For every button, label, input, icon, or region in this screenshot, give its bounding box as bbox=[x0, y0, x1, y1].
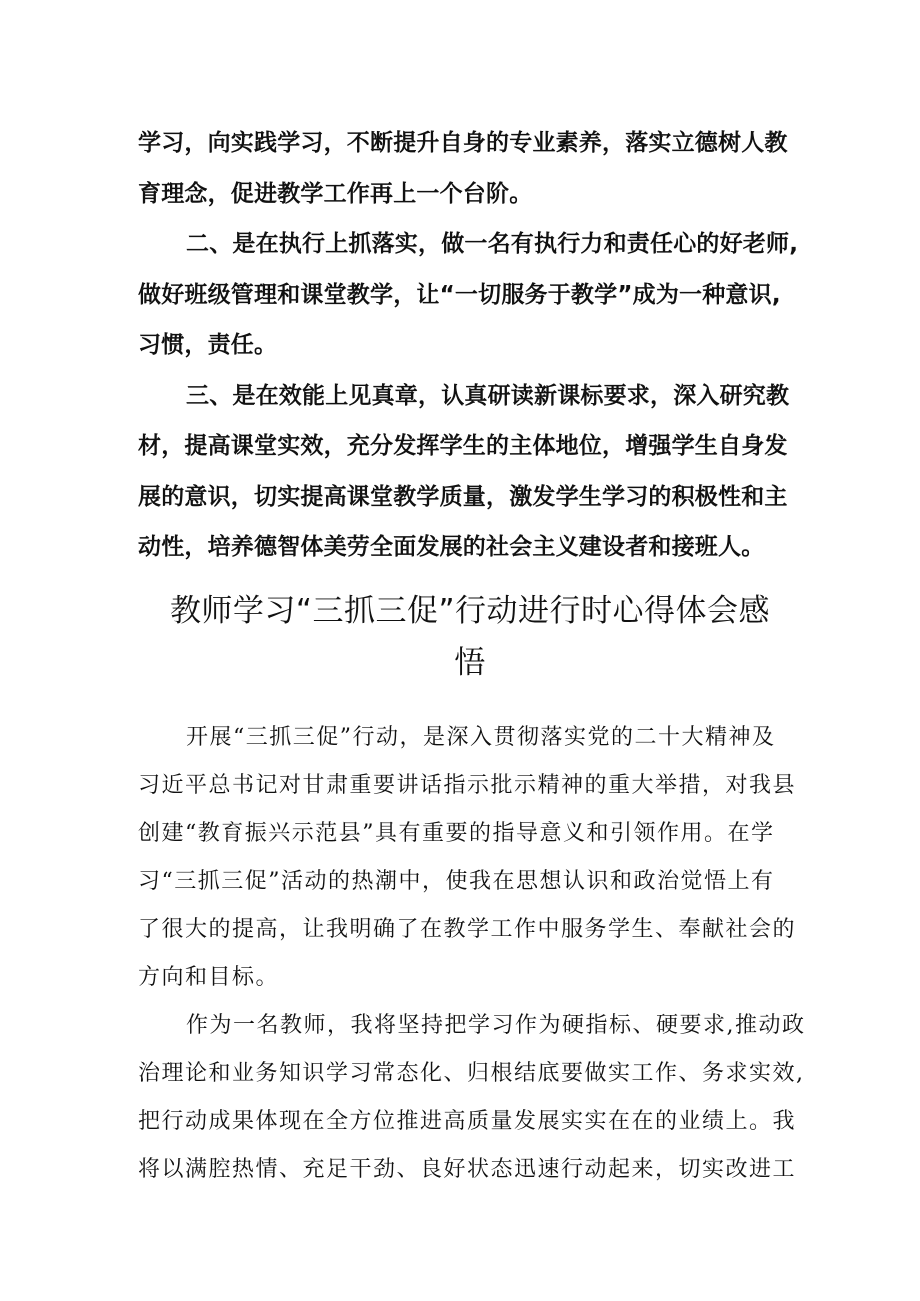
text-line: 材，提高课堂实效，充分发挥学生的主体地位，增强学生自身发 bbox=[138, 433, 788, 459]
text-line: 二、是在执行上抓落实，做一名有执行力和责任心的好老师, bbox=[186, 231, 799, 257]
text-line: 创建“教育振兴示范县”具有重要的指导意义和引领作用。在学 bbox=[138, 821, 775, 846]
text-line: 方向和目标。 bbox=[138, 965, 280, 990]
text-line: 动性，培养德智体美劳全面发展的社会主义建设者和接班人。 bbox=[138, 534, 765, 560]
title-line-2: 悟 bbox=[454, 645, 486, 681]
text-line: 育理念，促进教学工作再上一个台阶。 bbox=[138, 180, 533, 207]
text-line: 将以满腔热情、充足干劲、良好状态迅速行动起来，切实改进工 bbox=[138, 1157, 797, 1182]
text-line: 习近平总书记对甘肃重要讲话指示批示精神的重大举措，对我县 bbox=[138, 773, 797, 798]
text-line: 三、是在效能上见真章，认真研读新课标要求，深入研究教 bbox=[186, 382, 790, 409]
title-line-1: 教师学习“三抓三促”行动进行时心得体会感 bbox=[169, 593, 771, 629]
text-line: 展的意识，切实提高课堂教学质量，激发学生学习的积极性和主 bbox=[138, 483, 788, 510]
text-line: 学习，向实践学习，不断提升自身的专业素养，落实立德树人教 bbox=[138, 130, 788, 156]
body-paragraph-1 bbox=[138, 714, 798, 1002]
text-line: 做好班级管理和课堂教学，让“一切服务于教学”成为一种意识, bbox=[138, 281, 781, 308]
top-section bbox=[138, 118, 798, 573]
text-line: 习“三抓三促”活动的热潮中，使我在思想认识和政治觉悟上有 bbox=[138, 869, 775, 894]
body-paragraph-2 bbox=[138, 1002, 806, 1194]
paragraph-continued bbox=[138, 118, 798, 219]
text-line: 治理论和业务知识学习常态化、归根结底要做实工作、务求实效, bbox=[138, 1061, 805, 1086]
paragraph-point-two bbox=[138, 219, 798, 371]
text-line: 把行动成果体现在全方位推进高质量发展实实在在的业绩上。我 bbox=[138, 1109, 797, 1134]
text-line: 开展“三抓三促”行动，是深入贯彻落实党的二十大精神及 bbox=[186, 725, 776, 750]
text-line: 作为一名教师，我将坚持把学习作为硬指标、硬要求,推动政 bbox=[186, 1013, 806, 1038]
article-title bbox=[100, 585, 840, 689]
article-body bbox=[138, 714, 806, 1194]
text-line: 了很大的提高，让我明确了在教学工作中服务学生、奉献社会的 bbox=[138, 917, 797, 942]
paragraph-point-three bbox=[138, 371, 798, 573]
text-line: 习惯，责任。 bbox=[138, 332, 278, 358]
